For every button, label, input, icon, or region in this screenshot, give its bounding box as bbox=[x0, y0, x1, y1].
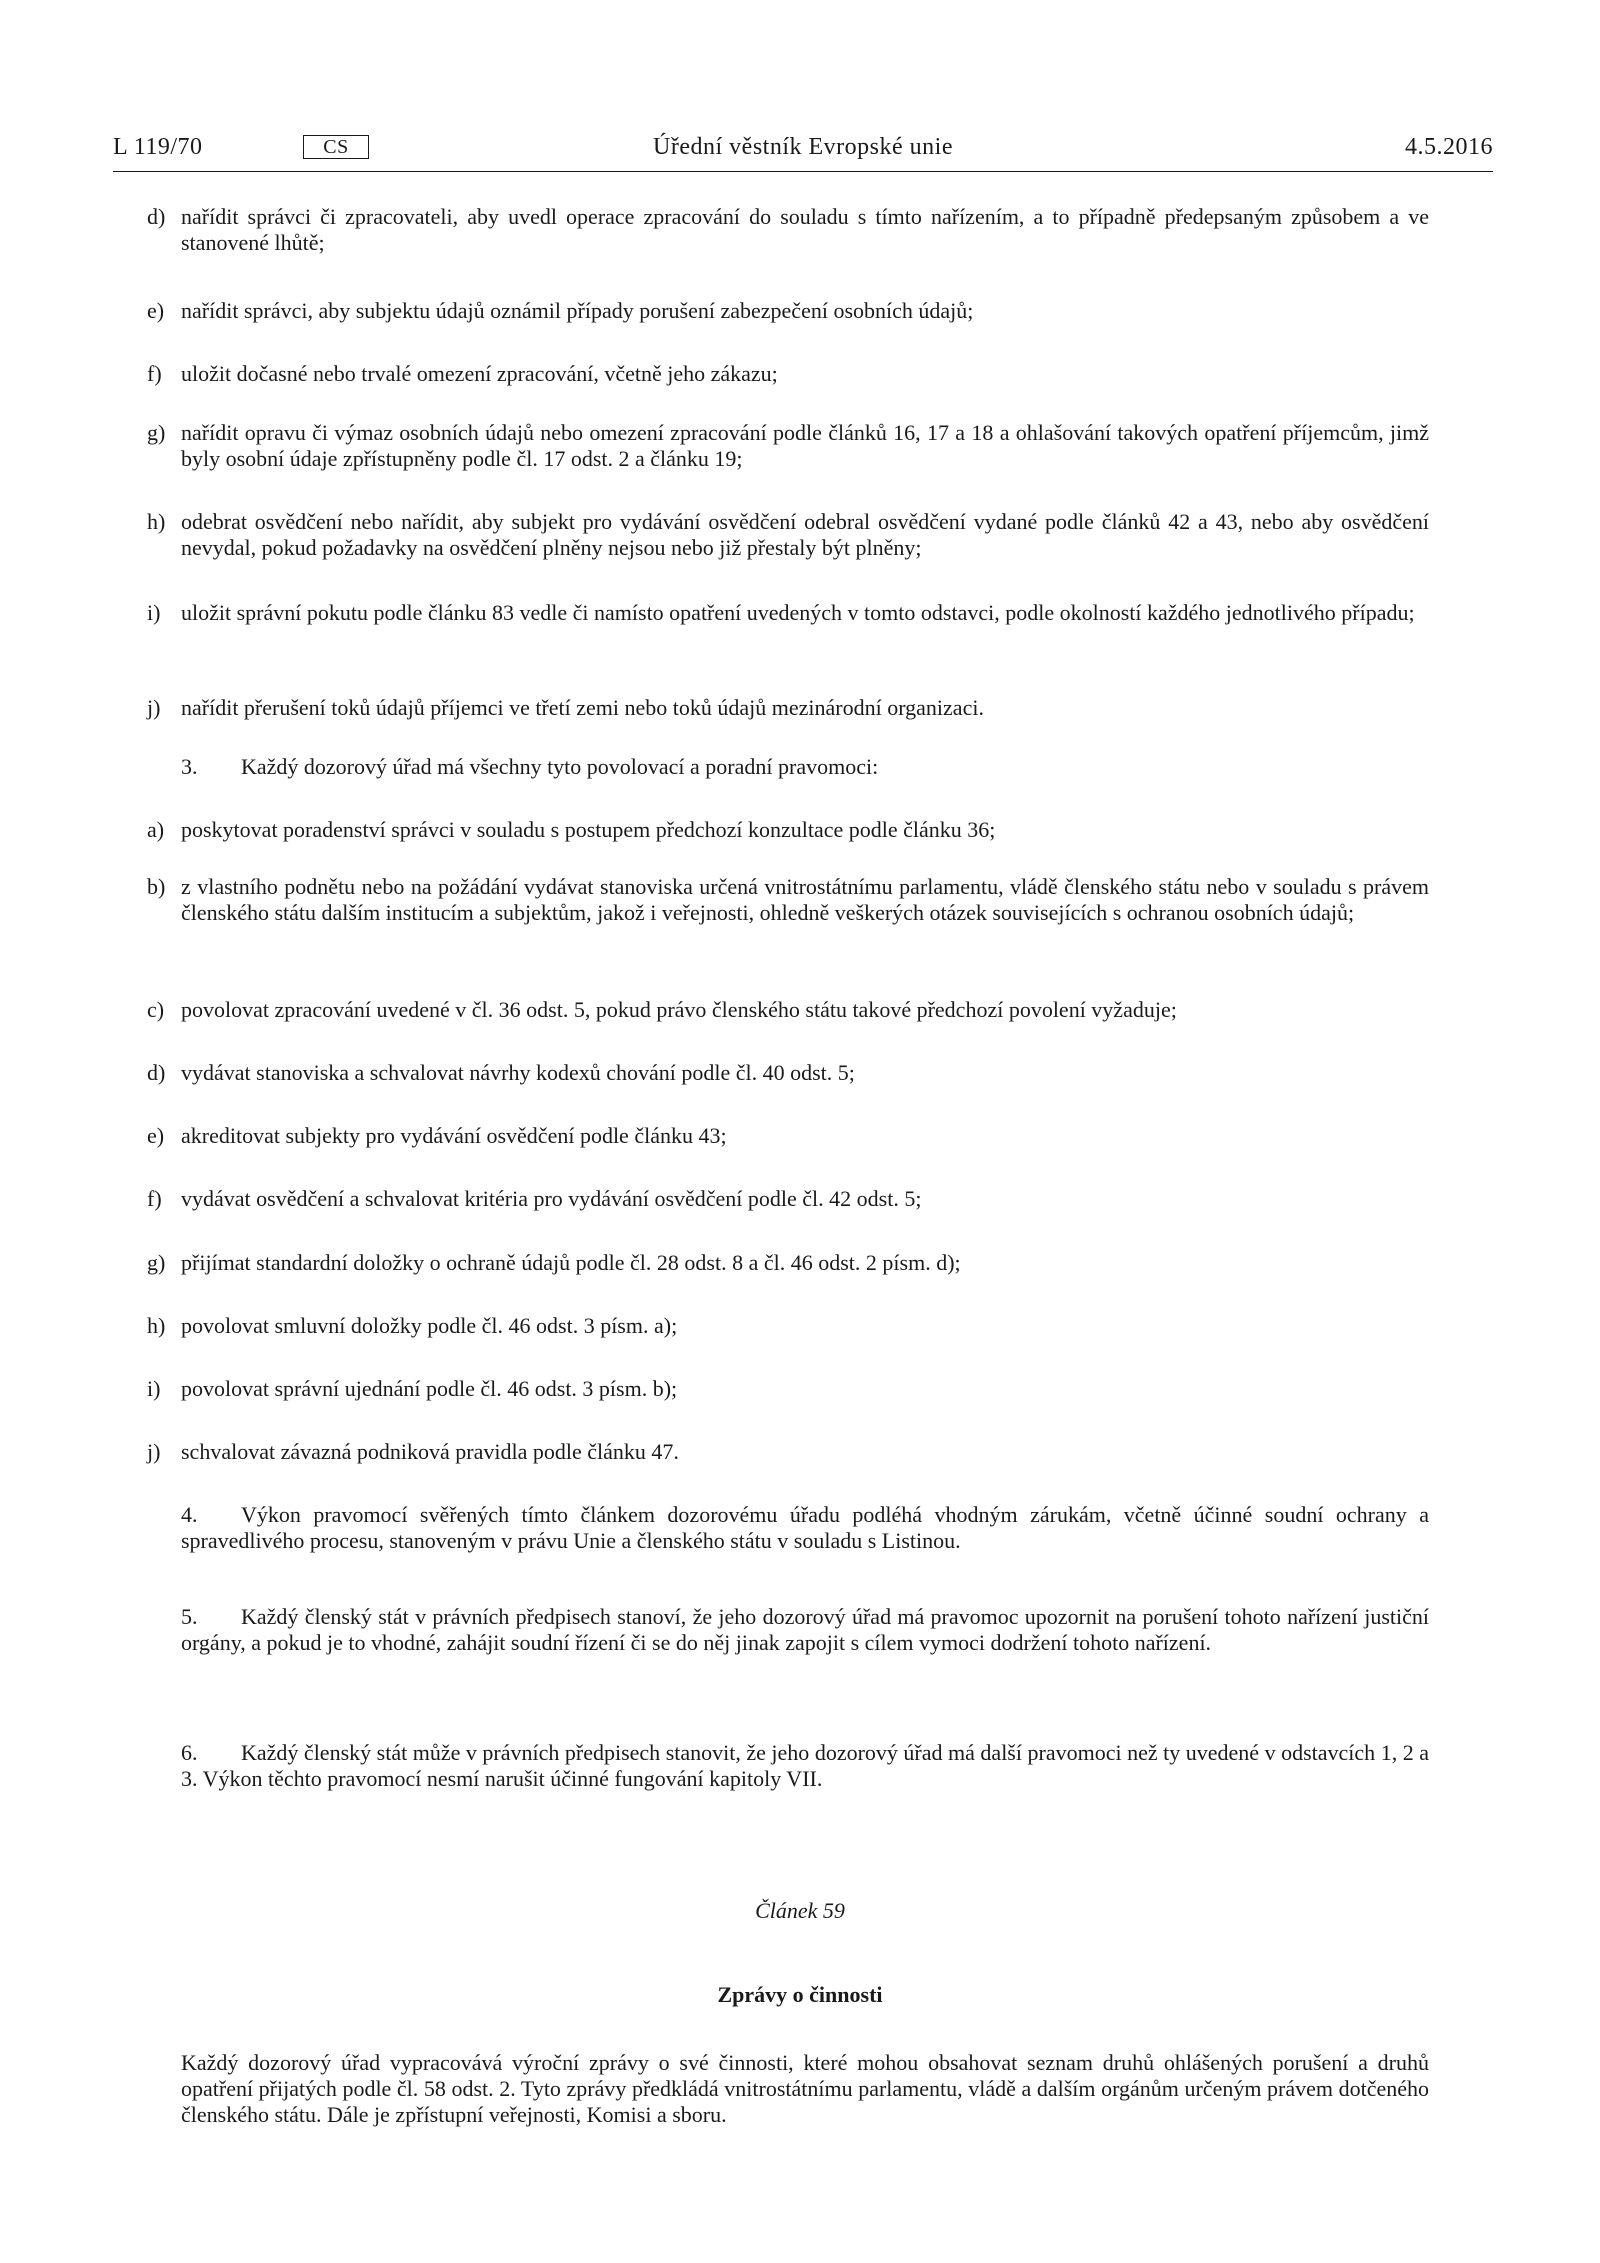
list-marker: j) bbox=[147, 1439, 161, 1464]
list-marker: f) bbox=[147, 361, 162, 386]
list-item-text: přijímat standardní doložky o ochraně údajů podle čl. 28 odst. 8 a čl. 46 odst. 2 písm. d); bbox=[181, 1250, 961, 1275]
list-marker: j) bbox=[147, 695, 161, 720]
list-item-text: uložit správní pokutu podle článku 83 vedle či namísto opatření uvedených v tomto odstavci, podle okolností každého jednotlivého případu; bbox=[181, 600, 1415, 625]
list-item bbox=[147, 361, 1429, 387]
list-item-text: z vlastního podnětu nebo na požádání vydávat stanoviska určená vnitrostátnímu parlamentu, vládě členského státu nebo v souladu s právem členského státu dalším institucím a subjektům, jakož i veřejnosti, ohledně veškerých otázek souvisejících s ochranou osobních údajů; bbox=[181, 874, 1429, 925]
numbered-paragraph bbox=[181, 1502, 1429, 1554]
list-marker: h) bbox=[147, 1313, 166, 1338]
publication-date: 4.5.2016 bbox=[1405, 134, 1493, 160]
list-item bbox=[147, 204, 1429, 256]
list-item bbox=[147, 874, 1429, 926]
list-item-text: povolovat zpracování uvedené v čl. 36 odst. 5, pokud právo členského státu takové předchozí povolení vyžaduje; bbox=[181, 997, 1177, 1022]
list-marker: e) bbox=[147, 1123, 165, 1148]
list-item bbox=[147, 997, 1429, 1023]
list-marker: e) bbox=[147, 298, 165, 323]
list-marker: i) bbox=[147, 600, 161, 625]
list-marker: d) bbox=[147, 1060, 166, 1085]
list-marker: b) bbox=[147, 874, 166, 899]
list-item-text: schvalovat závazná podniková pravidla podle článku 47. bbox=[181, 1439, 679, 1464]
list-item-text: povolovat smluvní doložky podle čl. 46 odst. 3 písm. a); bbox=[181, 1313, 678, 1338]
list-marker: f) bbox=[147, 1186, 162, 1211]
list-item-text: akreditovat subjekty pro vydávání osvědčení podle článku 43; bbox=[181, 1123, 727, 1148]
header-divider bbox=[113, 171, 1493, 172]
list-item-text: nařídit přerušení toků údajů příjemci ve třetí zemi nebo toků údajů mezinárodní organizaci. bbox=[181, 695, 984, 720]
article-label: Článek 59 bbox=[755, 1898, 845, 1923]
list-item bbox=[147, 695, 1429, 721]
list-marker: c) bbox=[147, 997, 165, 1022]
list-item bbox=[147, 817, 1429, 843]
paragraph-number: 6. bbox=[181, 1740, 198, 1765]
paragraph-number: 5. bbox=[181, 1604, 198, 1629]
list-item-text: povolovat správní ujednání podle čl. 46 odst. 3 písm. b); bbox=[181, 1376, 678, 1401]
list-item-text: vydávat osvědčení a schvalovat kritéria pro vydávání osvědčení podle čl. 42 odst. 5; bbox=[181, 1186, 922, 1211]
language-code-box: CS bbox=[303, 135, 369, 159]
list-item bbox=[147, 1186, 1429, 1212]
list-marker: h) bbox=[147, 509, 166, 534]
paragraph-text: Každý dozorový úřad vypracovává výroční zprávy o své činnosti, které mohou obsahovat seznam druhů ohlášených porušení a druhů opatření přijatých podle čl. 58 odst. 2. Tyto zprávy předkládá vnitrostátnímu parlamentu, vládě a dalším orgánům určeným právem dotčeného členského státu. Dále je zpřístupní veřejnosti, Komisi a sboru. bbox=[181, 2050, 1429, 2127]
paragraph-text: Každý členský stát v právních předpisech stanoví, že jeho dozorový úřad má pravomoc upozornit na porušení tohoto nařízení justiční orgány, a pokud je to vhodné, zahájit soudní řízení či se do něj jinak zapojit s cílem vymoci dodržení tohoto nařízení. bbox=[181, 1604, 1429, 1655]
list-item-text: nařídit opravu či výmaz osobních údajů nebo omezení zpracování podle článků 16, 17 a 18 a ohlašování takových opatření příjemcům, jimž byly osobní údaje zpřístupněny podle čl. 17 odst. 2 a článku 19; bbox=[181, 420, 1429, 471]
paragraph-text: Každý členský stát může v právních předpisech stanovit, že jeho dozorový úřad má další pravomoci než ty uvedené v odstavcích 1, 2 a 3. Výkon těchto pravomocí nesmí narušit účinné fungování kapitoly VII. bbox=[181, 1740, 1429, 1791]
numbered-paragraph bbox=[181, 1740, 1429, 1792]
list-item bbox=[147, 1439, 1429, 1465]
list-item-text: odebrat osvědčení nebo nařídit, aby subjekt pro vydávání osvědčení odebral osvědčení vydané podle článků 42 a 43, nebo aby osvědčení nevydal, pokud požadavky na osvědčení plněny nejsou nebo již přestaly být plněny; bbox=[181, 509, 1429, 560]
list-marker: g) bbox=[147, 420, 166, 445]
list-marker: a) bbox=[147, 817, 165, 842]
paragraph-number: 4. bbox=[181, 1502, 198, 1527]
list-item-text: nařídit správci či zpracovateli, aby uvedl operace zpracování do souladu s tímto nařízením, a to případně předepsaným způsobem a ve stanovené lhůtě; bbox=[181, 204, 1429, 255]
list-item bbox=[147, 1123, 1429, 1149]
list-marker: d) bbox=[147, 204, 166, 229]
list-item bbox=[147, 509, 1429, 561]
list-item bbox=[147, 298, 1429, 324]
list-item bbox=[147, 1250, 1429, 1276]
list-item bbox=[147, 1376, 1429, 1402]
list-item bbox=[147, 1060, 1429, 1086]
article-body bbox=[181, 2050, 1429, 2128]
journal-title: Úřední věstník Evropské unie bbox=[653, 134, 953, 160]
list-item-text: nařídit správci, aby subjektu údajů oznámil případy porušení zabezpečení osobních údajů; bbox=[181, 298, 974, 323]
list-marker: i) bbox=[147, 1376, 161, 1401]
article-title: Zprávy o činnosti bbox=[717, 1982, 883, 2007]
page-header bbox=[113, 130, 1493, 166]
list-item bbox=[147, 420, 1429, 472]
list-item-text: poskytovat poradenství správci v souladu s postupem předchozí konzultace podle článku 36; bbox=[181, 817, 996, 842]
paragraph-text: Výkon pravomocí svěřených tímto článkem dozorovému úřadu podléhá vhodným zárukám, včetně účinné soudní ochrany a spravedlivého procesu, stanoveným v právu Unie a členského státu v souladu s Listinou. bbox=[181, 1502, 1429, 1553]
numbered-paragraph bbox=[181, 754, 1429, 780]
paragraph-text: Každý dozorový úřad má všechny tyto povolovací a poradní pravomoci: bbox=[241, 754, 879, 779]
list-item bbox=[147, 600, 1429, 626]
list-item-text: vydávat stanoviska a schvalovat návrhy kodexů chování podle čl. 40 odst. 5; bbox=[181, 1060, 855, 1085]
paragraph-number: 3. bbox=[181, 754, 198, 779]
page-reference: L 119/70 bbox=[113, 134, 203, 160]
list-marker: g) bbox=[147, 1250, 166, 1275]
list-item bbox=[147, 1313, 1429, 1339]
numbered-paragraph bbox=[181, 1604, 1429, 1656]
list-item-text: uložit dočasné nebo trvalé omezení zpracování, včetně jeho zákazu; bbox=[181, 361, 778, 386]
